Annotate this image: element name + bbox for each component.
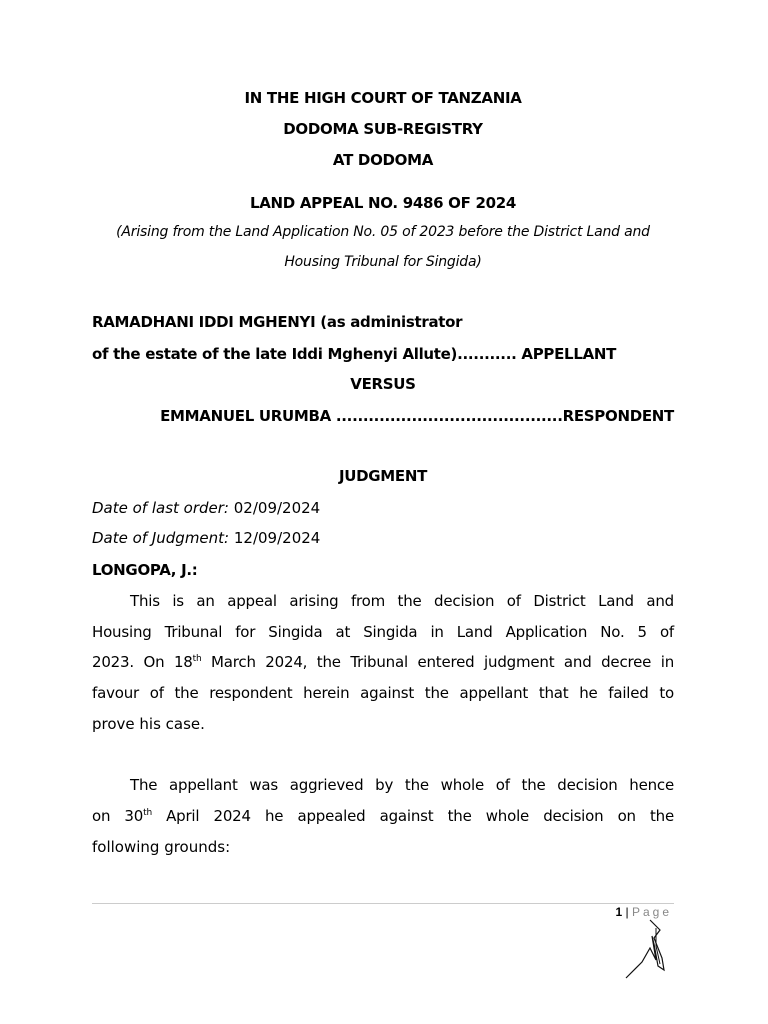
judgment-title: JUDGMENT xyxy=(338,467,428,485)
page-label: Page xyxy=(631,905,672,919)
para2-line: The appellant was aggrieved by the whole of the decision hence xyxy=(130,776,674,794)
page-sep: | xyxy=(622,905,632,919)
para1-line xyxy=(92,652,674,672)
para1-line: Housing Tribunal for Singida at Singida in Land Application No. 5 of xyxy=(92,623,674,641)
footer-divider xyxy=(92,903,674,904)
superscript: th xyxy=(192,654,202,664)
arising-line-2: Housing Tribunal for Singida) xyxy=(284,254,482,270)
page-number xyxy=(615,905,672,919)
location: AT DODOMA xyxy=(332,151,434,169)
text: 2023. On 18 xyxy=(92,653,193,671)
judge-name: LONGOPA, J.: xyxy=(92,561,198,579)
superscript: th xyxy=(143,808,152,818)
text: on 30 xyxy=(92,807,144,825)
judgment-date-value: 12/09/2024 xyxy=(229,529,321,547)
text: March 2024, the Tribunal entered judgment and decree in xyxy=(201,653,675,671)
para1-line: favour of the respondent herein against the appellant that he failed to xyxy=(92,684,674,702)
page-num: 1 xyxy=(615,905,623,919)
versus: VERSUS xyxy=(350,375,416,393)
date-last-order xyxy=(92,498,674,518)
last-order-value: 02/09/2024 xyxy=(229,499,321,517)
judgment-date-label: Date of Judgment: xyxy=(92,529,230,547)
para2-line: following grounds: xyxy=(92,838,231,856)
text: April 2024 he appealed against the whole decision on the xyxy=(151,807,674,825)
appellant-line-1: RAMADHANI IDDI MGHENYI (as administrator xyxy=(92,313,463,331)
respondent-line: EMMANUEL URUMBA ..........................................RESPONDENT xyxy=(160,407,674,425)
arising-line-1: (Arising from the Land Application No. 05 of 2023 before the District Land and xyxy=(116,224,650,240)
appellant-line-2: of the estate of the late Iddi Mghenyi Allute)........... APPELLANT xyxy=(92,345,617,363)
last-order-label: Date of last order: xyxy=(92,499,229,517)
registry: DODOMA SUB-REGISTRY xyxy=(283,120,483,138)
para1-line: prove his case. xyxy=(92,715,205,733)
para1-line: This is an appeal arising from the decision of District Land and xyxy=(130,592,674,610)
date-judgment xyxy=(92,528,674,548)
signature-image xyxy=(620,918,680,980)
para2-line xyxy=(92,806,674,826)
court-name: IN THE HIGH COURT OF TANZANIA xyxy=(244,89,522,107)
case-number: LAND APPEAL NO. 9486 OF 2024 xyxy=(249,194,517,212)
